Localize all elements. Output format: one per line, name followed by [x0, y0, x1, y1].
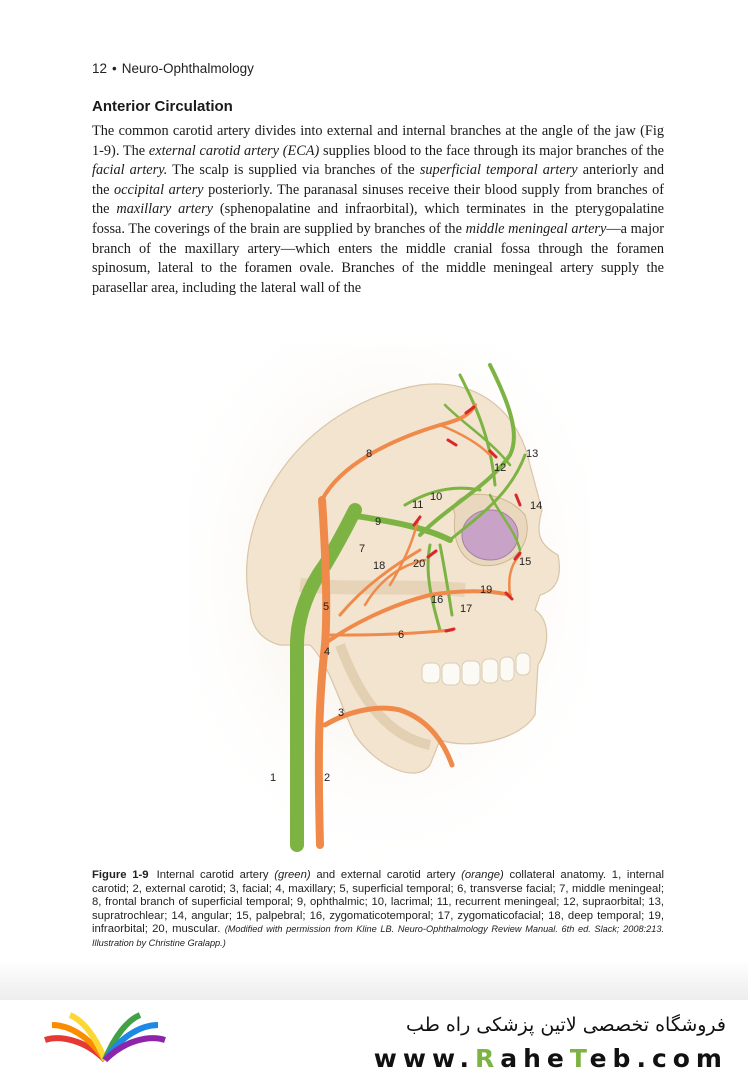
credit-segment: Neuro-Ophthalmology Review Manual.: [397, 924, 558, 935]
label-5: 5: [323, 601, 330, 613]
url-prefix: www.: [373, 1044, 475, 1073]
paragraph-segment: posteriorly. The paranasal sinuses receive their blood supply from branches of the: [92, 181, 664, 218]
label-17: 17: [460, 603, 473, 615]
label-4: 4: [324, 646, 331, 658]
credit-segment: (Modified with permission from Kline LB.: [224, 924, 398, 935]
label-8: 8: [366, 448, 373, 460]
label-7: 7: [359, 543, 366, 555]
paragraph-segment: The scalp is supplied via branches of the: [167, 162, 420, 179]
url-r: R: [474, 1044, 501, 1073]
paragraph-segment: The common carotid artery divides into external and internal branches at the angle of the jaw (Fig 1-9). The: [92, 123, 664, 159]
label-10: 10: [430, 491, 443, 503]
ad-persian-text: فروشگاه تخصصی لاتین پزشکی راه طب: [406, 1014, 726, 1036]
paragraph-segment: anteriorly and the: [92, 162, 664, 198]
carotid-illustration: [190, 345, 590, 855]
label-14: 14: [530, 500, 543, 512]
url-t: T: [569, 1044, 590, 1073]
header-bullet: •: [112, 61, 117, 76]
url-suffix: eb.com: [589, 1044, 728, 1073]
caption-segment: (orange): [461, 869, 504, 881]
caption-segment: Internal carotid artery: [156, 869, 275, 881]
anatomy-figure: [190, 345, 590, 855]
label-12: 12: [494, 462, 507, 474]
label-15: 15: [519, 556, 532, 568]
section-title: Anterior Circulation: [92, 98, 233, 115]
paragraph-segment: maxillary artery: [116, 201, 214, 218]
page-number: 12: [92, 61, 108, 76]
ad-url[interactable]: [374, 1044, 728, 1073]
advertisement-banner: [0, 1000, 748, 1080]
paragraph-segment: external carotid artery (ECA): [148, 142, 320, 159]
label-20: 20: [413, 558, 426, 570]
body-paragraph: [92, 122, 664, 298]
label-9: 9: [375, 516, 382, 528]
figure-label: Figure 1-9: [92, 869, 149, 881]
paragraph-segment: facial artery.: [92, 162, 168, 179]
label-3: 3: [338, 707, 345, 719]
running-title: Neuro-Ophthalmology: [121, 61, 254, 76]
paragraph-segment: (sphenopalatine and infraorbital), which terminates in the pterygopalatine fossa. The coverings of the brain are supplied by branches of the: [92, 201, 665, 237]
paragraph-segment: middle meningeal artery: [465, 220, 607, 237]
paragraph-segment: superficial temporal artery: [419, 162, 578, 179]
page-fade: [0, 960, 748, 1000]
label-2: 2: [324, 772, 331, 784]
caption-segment: (green): [274, 869, 311, 881]
caption-segment: collateral anatomy. 1, internal carotid; 2, external carotid; 3, facial; 4, maxillary; 5, superficial temporal; 6, transverse facial; 7, middle meningeal; 8, frontal branch of superficial temporal; 9, ophthalmic; 10, lacrimal; 11, recurrent meningeal; 12, supraorbital; 13, supratrochlear; 14, angular; 15, palpebral; 16, zygomaticotemporal; 17, zygomaticofacial; 18, deep temporal; 19, infraorbital; 20, muscular.: [92, 869, 664, 936]
paragraph-segment: —a major branch of the maxillary artery—which enters the middle cranial fossa through the foramen spinosum, lateral to the foramen ovale. Branches of the middle meningeal artery supply the parasellar area, including the lateral wall of the: [92, 220, 664, 296]
label-13: 13: [526, 448, 539, 460]
book-logo-icon: [40, 1010, 170, 1070]
credit-segment: 6th ed. Slack; 2008:213. Illustration by Christine Gralapp.): [92, 924, 664, 948]
label-1: 1: [270, 772, 277, 784]
label-11: 11: [412, 499, 424, 511]
caption-segment: and external carotid artery: [310, 869, 462, 881]
paragraph-segment: occipital artery: [114, 181, 204, 198]
label-16: 16: [431, 594, 444, 606]
label-19: 19: [480, 584, 493, 596]
paragraph-segment: supplies blood to the face through its major branches of the: [319, 142, 664, 159]
paragraph-text: [92, 122, 664, 298]
url-mid: ahe: [500, 1044, 570, 1073]
eyeball: [462, 510, 518, 560]
running-header: [92, 61, 254, 76]
label-18: 18: [373, 560, 386, 572]
figure-caption: [92, 869, 664, 951]
label-6: 6: [398, 629, 405, 641]
